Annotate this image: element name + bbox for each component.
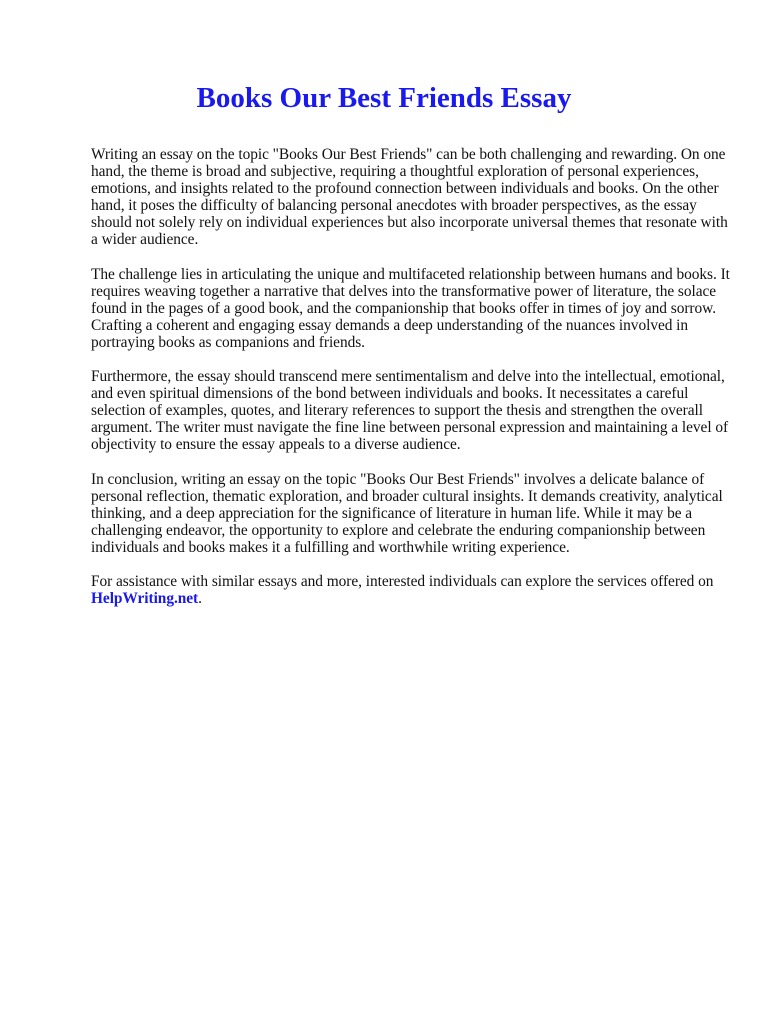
paragraph-1: Writing an essay on the topic "Books Our Best Friends" can be both challenging and rewarding. On one hand, the theme is broad and subjective, requiring a thoughtful exploration of personal experiences, emotions, and insights related to the profound connection between individuals and books. On the other hand, it poses the difficulty of balancing personal anecdotes with broader perspectives, as the essay should not solely rely on individual experiences but also incorporate universal themes that resonate with a wider audience. <box>91 146 728 249</box>
paragraph-2: The challenge lies in articulating the unique and multifaceted relationship between humans and books. It requires weaving together a narrative that delves into the transformative power of literature, the solace found in the pages of a good book, and the companionship that books offer in times of joy and sorrow. Crafting a coherent and engaging essay demands a deep understanding of the nuances involved in portraying books as companions and friends. <box>91 265 730 351</box>
paragraph-3: Furthermore, the essay should transcend mere sentimentalism and delve into the intellectual, emotional, and even spiritual dimensions of the bond between individuals and books. It necessitates a careful selection of examples, quotes, and literary references to support the thesis and strengthen the overall argument. The writer must navigate the fine line between personal expression and maintaining a level of objectivity to ensure the essay appeals to a diverse audience. <box>91 368 729 454</box>
helpwriting-link[interactable]: HelpWriting.net <box>91 590 199 608</box>
essay-body <box>91 146 731 624</box>
closing-period: . <box>198 590 202 608</box>
paragraph-4: In conclusion, writing an essay on the topic "Books Our Best Friends" involves a delicate balance of personal reflection, thematic exploration, and broader cultural insights. It demands creativity, analytical thinking, and a deep appreciation for the significance of literature in human life. While it may be a challenging endeavor, the opportunity to explore and celebrate the enduring companionship between individuals and books makes it a fulfilling and worthwhile writing experience. <box>91 470 723 556</box>
closing-text: For assistance with similar essays and more, interested individuals can explore the services offered on <box>91 572 714 590</box>
page-title: Books Our Best Friends Essay <box>196 82 572 114</box>
closing-paragraph <box>91 573 731 607</box>
